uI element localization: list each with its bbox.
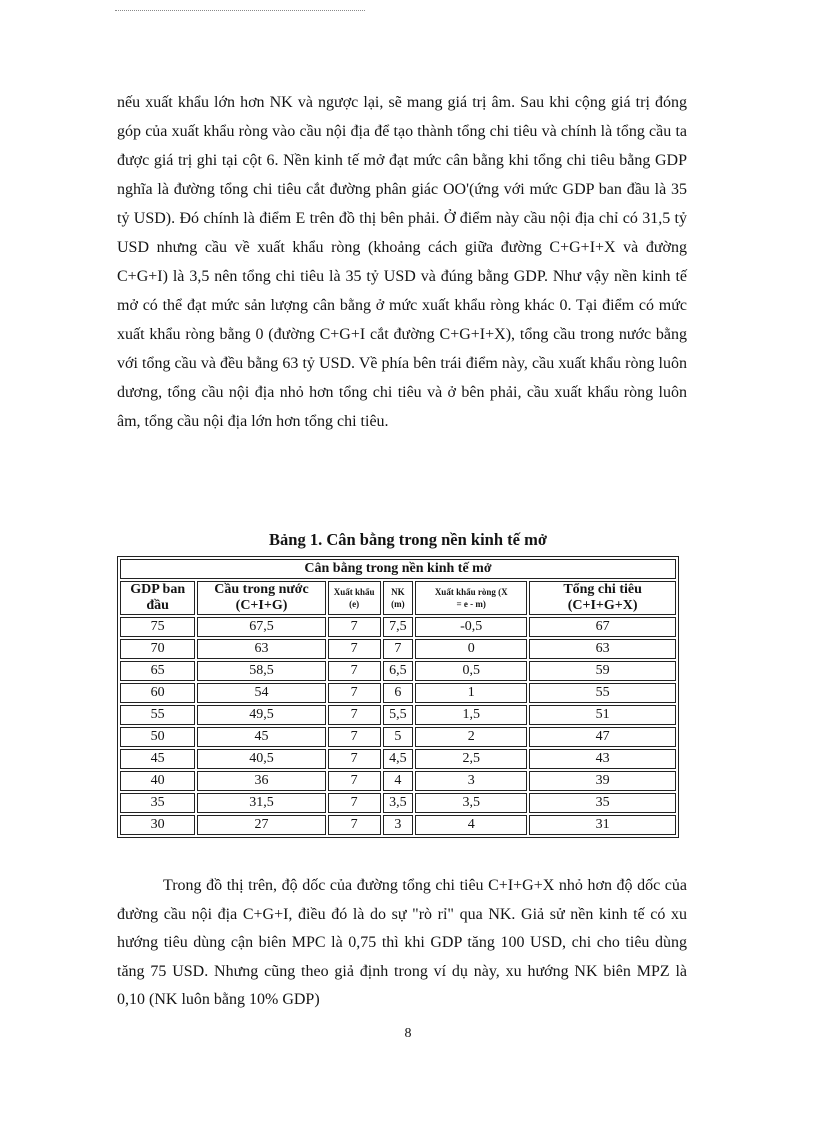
table-cell: 6,5 — [383, 661, 414, 681]
table-cell: 45 — [197, 727, 325, 747]
table-cell: 2,5 — [415, 749, 527, 769]
table-cell: 54 — [197, 683, 325, 703]
table-cell: 0 — [415, 639, 527, 659]
table-cell: 3,5 — [383, 793, 414, 813]
table-cell: 55 — [529, 683, 676, 703]
table-cell: 1 — [415, 683, 527, 703]
header-rule — [115, 10, 365, 11]
table-cell: 35 — [120, 793, 195, 813]
table-row — [120, 749, 676, 769]
table-cell: 40,5 — [197, 749, 325, 769]
header-import: NK (m) — [383, 581, 414, 615]
table-row — [120, 661, 676, 681]
table-cell: 30 — [120, 815, 195, 835]
table-cell: 43 — [529, 749, 676, 769]
table-cell: 7,5 — [383, 617, 414, 637]
table-cell: 75 — [120, 617, 195, 637]
table-cell: 47 — [529, 727, 676, 747]
table-cell: 2 — [415, 727, 527, 747]
table-row — [120, 815, 676, 835]
table-cell: 60 — [120, 683, 195, 703]
table-body — [120, 617, 676, 835]
table-cell: 58,5 — [197, 661, 325, 681]
table-cell: 7 — [328, 661, 381, 681]
header-domestic-demand: Cầu trong nước (C+I+G) — [197, 581, 325, 615]
table-cell: 5 — [383, 727, 414, 747]
table-cell: 35 — [529, 793, 676, 813]
table-cell: 45 — [120, 749, 195, 769]
table-cell: 7 — [328, 727, 381, 747]
table-cell: 7 — [328, 617, 381, 637]
table-row — [120, 683, 676, 703]
table-title: Cân bằng trong nền kinh tế mở — [120, 559, 676, 579]
table-cell: 36 — [197, 771, 325, 791]
table-cell: 70 — [120, 639, 195, 659]
table-cell: 31 — [529, 815, 676, 835]
table-cell: 27 — [197, 815, 325, 835]
table-row — [120, 705, 676, 725]
table-cell: 4 — [383, 771, 414, 791]
table-cell: 7 — [328, 815, 381, 835]
table-cell: 7 — [328, 683, 381, 703]
body-paragraph-2: Trong đồ thị trên, độ dốc của đường tổng chi tiêu C+I+G+X nhỏ hơn độ dốc của đường cầu nội địa C+G+I, điều đó là do sự "rò rỉ" qua NK. Giả sử nền kinh tế có xu hướng tiêu dùng cận biên MPC là 0,75 thì khi GDP tăng 100 USD, chi cho tiêu dùng tăng 75 USD. Nhưng cũng theo giả định trong ví dụ này, xu hướng NK biên MPZ là 0,10 (NK luôn bằng 10% GDP) — [117, 877, 687, 1008]
table-cell: 6 — [383, 683, 414, 703]
table-cell: 7 — [328, 639, 381, 659]
table-row — [120, 639, 676, 659]
table-cell: 3 — [383, 815, 414, 835]
header-net-export: Xuất khẩu ròng (X = e - m) — [415, 581, 527, 615]
table-cell: 63 — [529, 639, 676, 659]
table-cell: 7 — [383, 639, 414, 659]
table-cell: 50 — [120, 727, 195, 747]
table-row — [120, 617, 676, 637]
table-cell: 1,5 — [415, 705, 527, 725]
table-row — [120, 771, 676, 791]
table-cell: 7 — [328, 705, 381, 725]
table-cell: 63 — [197, 639, 325, 659]
table-cell: 7 — [328, 749, 381, 769]
table-row — [120, 793, 676, 813]
table-cell: -0,5 — [415, 617, 527, 637]
table-cell: 67,5 — [197, 617, 325, 637]
table-cell: 67 — [529, 617, 676, 637]
table-cell: 49,5 — [197, 705, 325, 725]
table-cell: 0,5 — [415, 661, 527, 681]
table-cell: 59 — [529, 661, 676, 681]
body-paragraph-1: nếu xuất khẩu lớn hơn NK và ngược lại, sẽ mang giá trị âm. Sau khi cộng giá trị đóng góp của xuất khẩu ròng vào cầu nội địa để tạo thành tổng chi tiêu và chính là tổng cầu ta được giá trị ghi tại cột 6. Nền kinh tế mở đạt mức cân bằng khi tổng chi tiêu bằng GDP nghĩa là đường tổng chi tiêu cắt đường phân giác OO'(ứng với mức GDP ban đầu là 35 tỷ USD). Đó chính là điểm E trên đồ thị bên phải. Ở điểm này cầu nội địa chỉ có 31,5 tỷ USD nhưng cầu về xuất khẩu ròng (khoảng cách giữa đường C+G+I+X và đường C+G+I) là 3,5 nên tổng chi tiêu là 35 tỷ USD và đúng bằng GDP. Như vậy nền kinh tế mở có thể đạt mức sản lượng cân bằng ở mức xuất khẩu ròng khác 0. Tại điểm có mức xuất khẩu ròng bằng 0 (đường C+G+I cắt đường C+G+I+X), tổng cầu trong nước bằng với tổng cầu và đều bằng 63 tỷ USD. Về phía bên trái điểm này, cầu xuất khẩu ròng luôn dương, tổng cầu nội địa nhỏ hơn tổng chi tiêu và ở bên phải, cầu xuất khẩu ròng luôn âm, tổng cầu nội địa lớn hơn tổng chi tiêu. — [117, 94, 687, 430]
table-cell: 7 — [328, 771, 381, 791]
table-cell: 51 — [529, 705, 676, 725]
header-gdp: GDP ban đầu — [120, 581, 195, 615]
table-cell: 7 — [328, 793, 381, 813]
table-cell: 40 — [120, 771, 195, 791]
table-cell: 4,5 — [383, 749, 414, 769]
header-export: Xuất khẩu (e) — [328, 581, 381, 615]
table-cell: 65 — [120, 661, 195, 681]
table-cell: 5,5 — [383, 705, 414, 725]
table-cell: 4 — [415, 815, 527, 835]
table-cell: 55 — [120, 705, 195, 725]
table-cell: 3,5 — [415, 793, 527, 813]
table-cell: 39 — [529, 771, 676, 791]
table-caption: Bảng 1. Cân bằng trong nền kinh tế mở — [269, 530, 547, 549]
header-total-spending: Tổng chi tiêu (C+I+G+X) — [529, 581, 676, 615]
table-cell: 3 — [415, 771, 527, 791]
table-row — [120, 727, 676, 747]
equilibrium-table — [117, 556, 679, 838]
page-number: 8 — [404, 1026, 412, 1041]
table-cell: 31,5 — [197, 793, 325, 813]
